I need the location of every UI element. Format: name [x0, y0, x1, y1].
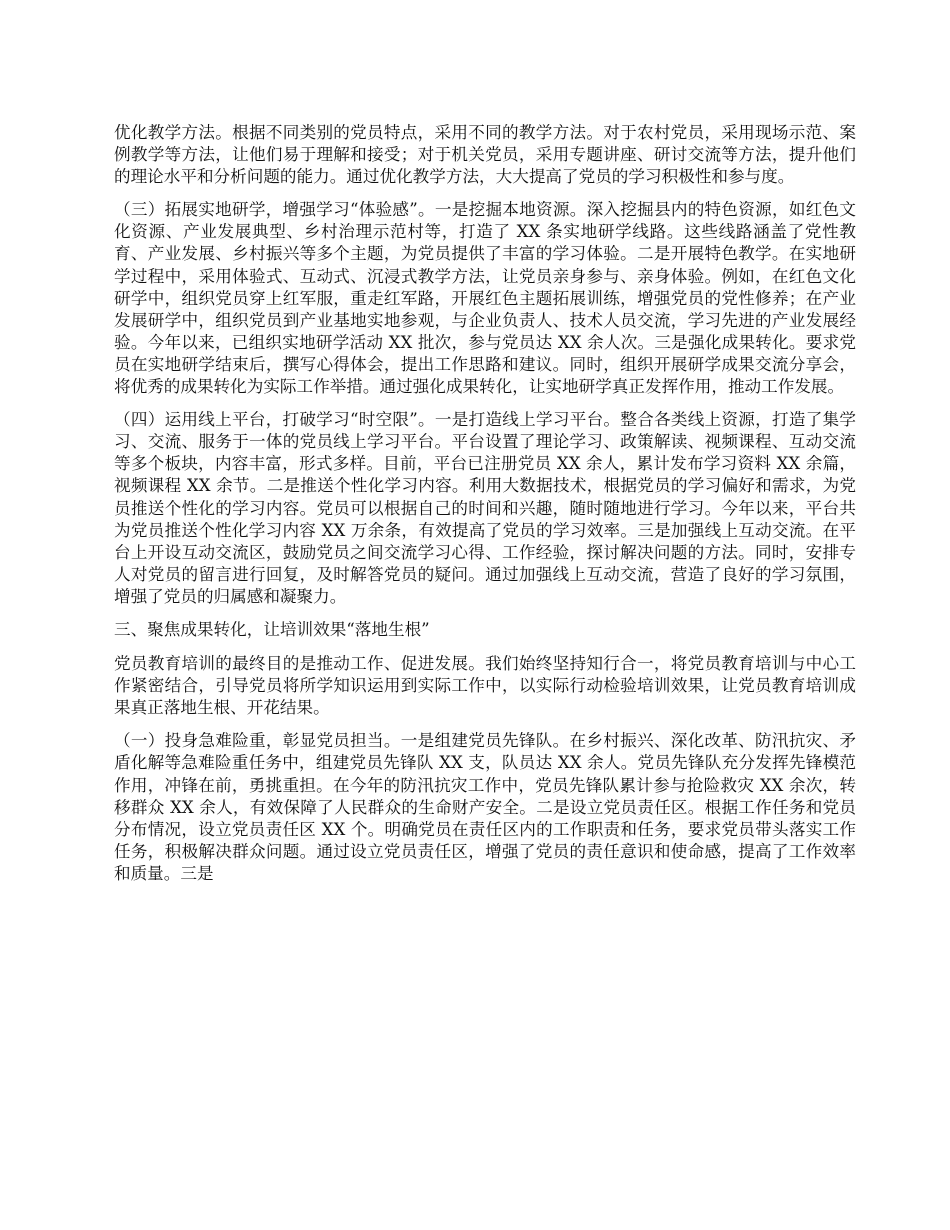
paragraph-teaching-methods: 优化教学方法。根据不同类别的党员特点，采用不同的教学方法。对于农村党员，采用现场示范、案例教学等方法，让他们易于理解和接受；对于机关党员，采用专题讲座、研讨交流等方法，提升他们的理论水平和分析问题的能力。通过优化教学方法，大大提高了党员的学习积极性和参与度。 [114, 123, 856, 187]
paragraph-urgent-tasks: （一）投身急难险重，彰显党员担当。一是组建党员先锋队。在乡村振兴、深化改革、防汛抗灾、矛盾化解等急难险重任务中，组建党员先锋队 XX 支，队员达 XX 余人。党员先锋队充分发挥先锋模范作用，冲锋在前，勇挑重担。在今年的防汛抗灾工作中，党员先锋队累计参与抢险救灾 XX 余次，转移群众 XX 余人，有效保障了人民群众的生命财产安全。二是设立党员责任区。根据工作任务和党员分布情况，设立党员责任区 XX 个。明确党员在责任区内的工作职责和任务，要求党员带头落实工作任务，积极解决群众问题。通过设立党员责任区，增强了党员的责任意识和使命感，提高了工作效率和质量。三是 [114, 731, 856, 883]
paragraph-section-intro: 党员教育培训的最终目的是推动工作、促进发展。我们始终坚持知行合一，将党员教育培训与中心工作紧密结合，引导党员将所学知识运用到实际工作中，以实际行动检验培训效果，让党员教育培训成果真正落地生根、开花结果。 [114, 654, 856, 718]
paragraph-online-platform: （四）运用线上平台，打破学习“时空限”。一是打造线上学习平台。整合各类线上资源，打造了集学习、交流、服务于一体的党员线上学习平台。平台设置了理论学习、政策解读、视频课程、互动交流等多个板块，内容丰富，形式多样。目前，平台已注册党员 XX 余人，累计发布学习资料 XX 余篇，视频课程 XX 余节。二是推送个性化学习内容。利用大数据技术，根据党员的学习偏好和需求，为党员推送个性化的学习内容。党员可以根据自己的时间和兴趣，随时随地进行学习。今年以来，平台共为党员推送个性化学习内容 XX 万余条，有效提高了党员的学习效率。三是加强线上互动交流。在平台上开设互动交流区，鼓励党员之间交流学习心得、工作经验，探讨解决问题的方法。同时，安排专人对党员的留言进行回复，及时解答党员的疑问。通过加强线上互动交流，营造了良好的学习氛围，增强了党员的归属感和凝聚力。 [114, 410, 856, 606]
section-heading: 三、聚焦成果转化，让培训效果“落地生根” [114, 619, 430, 639]
paragraph-field-study: （三）拓展实地研学，增强学习“体验感”。一是挖掘本地资源。深入挖掘县内的特色资源，如红色文化资源、产业发展典型、乡村治理示范村等，打造了 XX 条实地研学线路。这些线路涵盖了党性教育、产业发展、乡村振兴等多个主题，为党员提供了丰富的学习体验。二是开展特色教学。在实地研学过程中，采用体验式、互动式、沉浸式教学方法，让党员亲身参与、亲身体验。例如，在红色文化研学中，组织党员穿上红军服，重走红军路，开展红色主题拓展训练，增强党员的党性修养；在产业发展研学中，组织党员到产业基地实地参观，与企业负责人、技术人员交流，学习先进的产业发展经验。今年以来，已组织实地研学活动 XX 批次，参与党员达 XX 余人次。三是强化成果转化。要求党员在实地研学结束后，撰写心得体会，提出工作思路和建议。同时，组织开展研学成果交流分享会，将优秀的成果转化为实际工作举措。通过强化成果转化，让实地研学真正发挥作用，推动工作发展。 [114, 200, 856, 397]
document-page [114, 122, 856, 896]
